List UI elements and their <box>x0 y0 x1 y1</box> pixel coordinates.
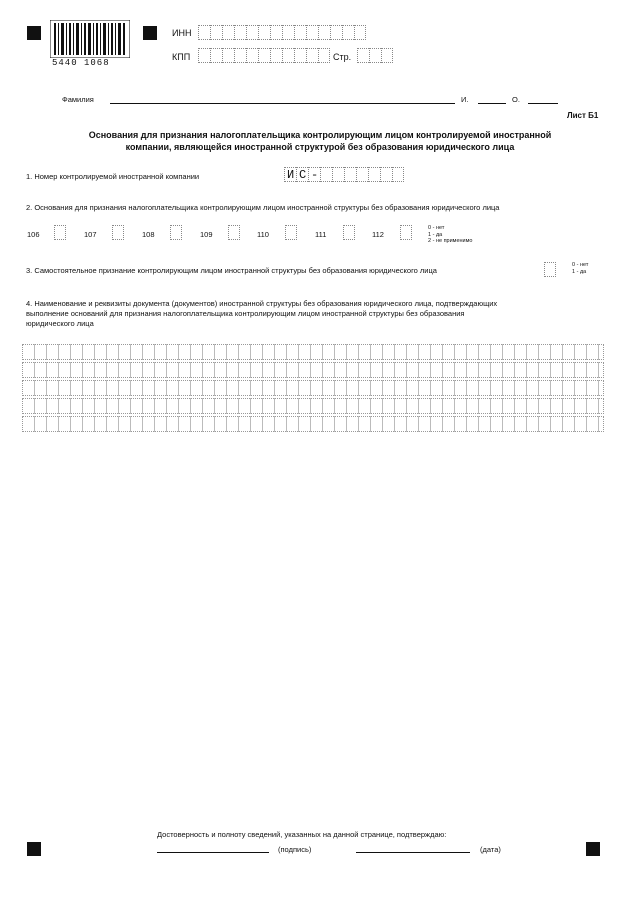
cfc-prefix-letter-3: - <box>311 168 319 182</box>
initial-o-field[interactable] <box>528 103 558 104</box>
initial-i-field[interactable] <box>478 103 506 104</box>
option-no: 0 - нет <box>428 225 445 231</box>
surname-label: Фамилия <box>62 95 94 104</box>
barcode-number: 5440 1068 <box>52 58 110 68</box>
code-106-label: 106 <box>27 230 40 239</box>
section-4-label-line-2: выполнение оснований для признания налогоплательщика контролирующим лицом иностранной структуры без образования <box>26 309 465 318</box>
code-111-label: 111 <box>315 230 327 239</box>
code-107-label: 107 <box>84 230 97 239</box>
section-3-label: 3. Самостоятельное признание контролирующим лицом иностранной структуры без образования юридического лица <box>26 266 437 275</box>
code-112-label: 112 <box>372 230 384 239</box>
code-111-cell[interactable] <box>343 225 355 240</box>
kpp-field[interactable] <box>198 48 330 63</box>
document-details-row-4[interactable] <box>22 398 604 414</box>
form-title-line-1: Основания для признания налогоплательщика контролирующим лицом контролируемой иностранной <box>88 130 552 140</box>
section-1-label: 1. Номер контролируемой иностранной компании <box>26 172 200 181</box>
sheet-label: Лист Б1 <box>567 111 599 120</box>
corner-marker-top-left <box>27 26 41 40</box>
corner-marker-top-right <box>143 26 157 40</box>
initial-i-label: И. <box>461 95 469 104</box>
section-4-label-line-3: юридического лица <box>26 319 94 328</box>
cfc-prefix-letter-1: И <box>287 168 295 182</box>
code-106-cell[interactable] <box>54 225 66 240</box>
code-110-label: 110 <box>257 230 269 239</box>
option-yes: 1 - да <box>572 268 587 275</box>
option-yes: 1 - да <box>428 231 443 238</box>
page-number-field[interactable] <box>357 48 393 63</box>
section-3-options <box>572 262 588 275</box>
initial-o-label: О. <box>512 95 520 104</box>
signature-field[interactable] <box>157 852 269 853</box>
section-2-label: 2. Основания для признания налогоплательщика контролирующим лицом иностранной структуры без образования юридического лица <box>26 203 500 212</box>
cfc-prefix-letter-2: С <box>299 168 307 182</box>
document-details-row-3[interactable] <box>22 380 604 396</box>
surname-field[interactable] <box>110 103 455 104</box>
document-details-row-2[interactable] <box>22 362 604 378</box>
option-not-applicable: 2 - не применимо <box>428 238 473 244</box>
signature-label: (подпись) <box>278 845 312 854</box>
code-112-cell[interactable] <box>400 225 412 240</box>
corner-marker-bottom-right <box>586 842 600 856</box>
code-109-label: 109 <box>200 230 213 239</box>
corner-marker-bottom-left <box>27 842 41 856</box>
kpp-label: КПП <box>172 52 191 62</box>
self-recognition-cell[interactable] <box>544 262 556 277</box>
code-107-cell[interactable] <box>112 225 124 240</box>
code-108-label: 108 <box>142 230 155 239</box>
code-108-cell[interactable] <box>170 225 182 240</box>
section-4-label-line-1: 4. Наименование и реквизиты документа (документов) иностранной структуры без образования юридического лица, подтверждающих <box>26 299 498 308</box>
form-title-line-2: компании, являющейся иностранной структурой без образования юридического лица <box>125 142 515 152</box>
date-label: (дата) <box>480 845 501 854</box>
section-2-options <box>428 225 472 245</box>
code-109-cell[interactable] <box>228 225 240 240</box>
document-details-row-5[interactable] <box>22 416 604 432</box>
document-details-row-1[interactable] <box>22 344 604 360</box>
page-label: Стр. <box>333 52 352 62</box>
option-no: 0 - нет <box>572 262 589 268</box>
barcode-icon <box>50 20 130 58</box>
inn-field[interactable] <box>198 25 366 40</box>
code-110-cell[interactable] <box>285 225 297 240</box>
date-field[interactable] <box>356 852 470 853</box>
inn-label: ИНН <box>172 28 192 38</box>
confirmation-text: Достоверность и полноту сведений, указанных на данной странице, подтверждаю: <box>157 830 447 839</box>
